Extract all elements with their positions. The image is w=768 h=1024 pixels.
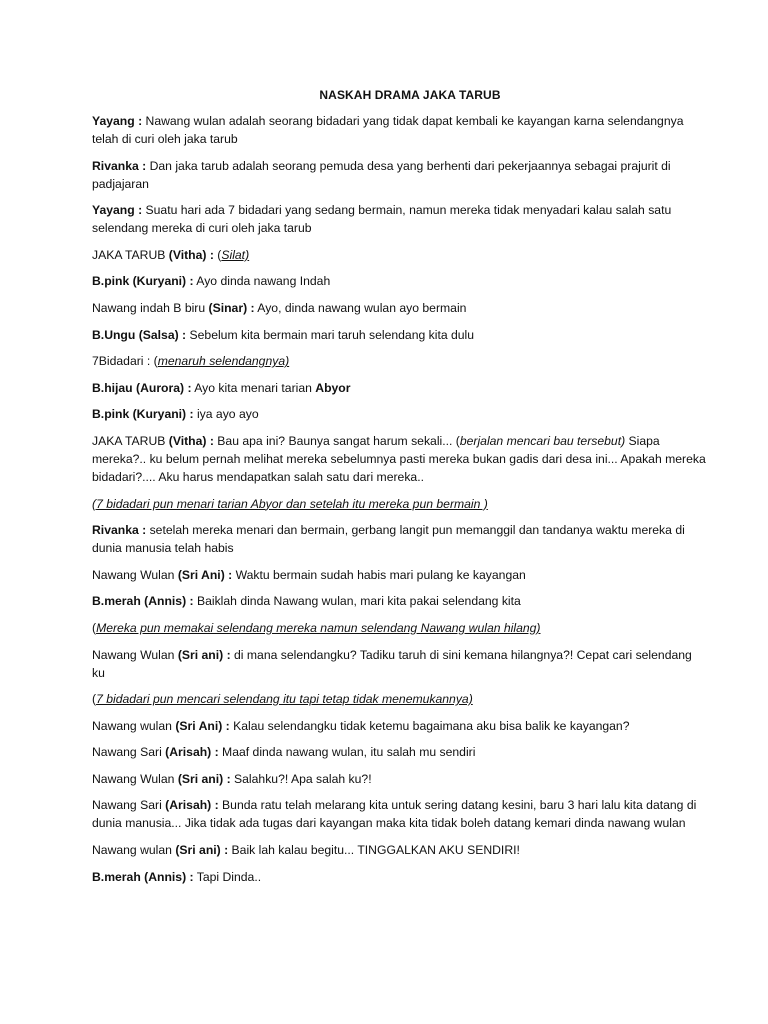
line-text: (: [92, 496, 97, 511]
line-text: (: [153, 354, 158, 369]
speaker-label: (Vitha) :: [168, 433, 214, 448]
speaker-label: (Sri ani) :: [175, 843, 229, 858]
dialogue-line: [92, 157, 708, 193]
speaker-label: (Sri Ani) :: [175, 718, 230, 733]
line-prefix: Nawang wulan: [92, 843, 176, 858]
speaker-label: Rivanka :: [92, 158, 147, 173]
speaker-label: B.hijau (Aurora) :: [92, 380, 192, 395]
stage-direction-line: [92, 495, 708, 513]
dialogue-line: [92, 432, 708, 486]
line-prefix: Nawang wulan: [92, 718, 176, 733]
speaker-label: (Arisah) :: [165, 798, 219, 813]
speaker-label: Yayang :: [92, 114, 143, 128]
line-text: Tapi Dinda..: [193, 869, 262, 884]
stage-direction: Silat): [221, 247, 250, 262]
dialogue-line: [92, 201, 708, 237]
line-text: Dan jaka tarub adalah seorang pemuda desa yang berhenti dari pekerjaannya sebagai prajurit di padjajaran: [92, 158, 671, 191]
line-text: Waktu bermain sudah habis mari pulang ke kayangan: [232, 567, 526, 582]
line-prefix: Nawang Sari: [92, 798, 166, 813]
speaker-label: B.pink (Kuryani) :: [92, 407, 194, 422]
dialogue-line: [92, 592, 708, 610]
speaker-label: B.pink (Kuryani) :: [92, 274, 194, 289]
speaker-label: (Sinar) :: [208, 300, 255, 315]
line-prefix: Nawang Wulan: [92, 771, 178, 786]
dialogue-line: [92, 379, 708, 397]
speaker-label: B.merah (Annis) :: [92, 869, 194, 884]
dialogue-line: [92, 272, 708, 290]
line-text: Ayo dinda nawang Indah: [193, 274, 331, 289]
dialogue-line: [92, 326, 708, 344]
dialogue-line: [92, 841, 708, 859]
page-title: NASKAH DRAMA JAKA TARUB: [319, 88, 501, 102]
dialogue-line: [92, 646, 708, 682]
line-text: Ayo, dinda nawang wulan ayo bermain: [254, 300, 467, 315]
line-prefix: JAKA TARUB: [92, 247, 169, 262]
dialogue-line: [92, 521, 708, 557]
stage-direction-line: [92, 619, 708, 637]
speaker-label: (Vitha) :: [168, 247, 214, 262]
stage-direction: 7 bidadari pun menari tarian Abyor dan setelah itu mereka pun bermain ): [96, 496, 488, 511]
line-prefix: Nawang indah B biru: [92, 300, 209, 315]
dialogue-line: [92, 299, 708, 317]
stage-direction: berjalan mencari bau tersebut): [459, 433, 626, 448]
speaker-label: Rivanka :: [92, 523, 147, 538]
line-text: Salahku?! Apa salah ku?!: [230, 771, 372, 786]
line-text: iya ayo ayo: [193, 407, 259, 422]
line-text-continued: Siapa mereka?.. ku belum pernah melihat mereka sebelumnya pasti mereka bukan gadis dari desa ini... Apakah mereka bidadari?.... Aku harus mendapatkan salah satu dari mereka..: [92, 433, 706, 484]
speaker-label: B.merah (Annis) :: [92, 594, 194, 609]
line-text: Baiklah dinda Nawang wulan, mari kita pakai selendang kita: [193, 594, 521, 609]
line-prefix: Nawang Sari: [92, 745, 166, 760]
line-prefix: 7Bidadari :: [92, 354, 154, 369]
line-prefix: Nawang Wulan: [92, 567, 178, 582]
dialogue-line: [92, 796, 708, 832]
line-prefix: Nawang Wulan: [92, 647, 178, 662]
line-prefix: JAKA TARUB: [92, 433, 169, 448]
line-text: (: [92, 692, 97, 707]
line-text: Bau apa ini? Baunya sangat harum sekali... (: [213, 433, 460, 448]
dialogue-line: [92, 246, 708, 264]
dialogue-line: [92, 566, 708, 584]
line-text: Baik lah kalau begitu... TINGGALKAN AKU SENDIRI!: [228, 843, 520, 858]
dialogue-line: [92, 112, 708, 148]
speaker-label: (Arisah) :: [165, 745, 219, 760]
speaker-label: B.Ungu (Salsa) :: [92, 327, 187, 342]
dialogue-line: [92, 352, 708, 370]
dialogue-line: [92, 770, 708, 788]
line-text: (: [213, 247, 222, 262]
speaker-label: (Sri ani) :: [177, 771, 231, 786]
speaker-label: (Sri ani) :: [177, 647, 231, 662]
dialogue-line: [92, 743, 708, 761]
line-text: Bunda ratu telah melarang kita untuk sering datang kesini, baru 3 hari lalu kita datang di dunia manusia... Jika tidak ada tugas dari kayangan maka kita tidak boleh datang kemari dinda nawang wulan: [92, 798, 697, 831]
dialogue-line: [92, 717, 708, 735]
speaker-label: Yayang :: [92, 203, 143, 218]
script-body: [92, 112, 708, 886]
speaker-label: (Sri Ani) :: [177, 567, 233, 582]
line-text: di mana selendangku? Tadiku taruh di sini kemana hilangnya?! Cepat cari selendang ku: [92, 647, 692, 680]
stage-direction: 7 bidadari pun mencari selendang itu tapi tetap tidak menemukannya): [96, 692, 473, 707]
line-text: Suatu hari ada 7 bidadari yang sedang bermain, namun mereka tidak menyadari kalau salah satu selendang mereka di curi oleh jaka tarub: [92, 203, 672, 236]
line-text: Maaf dinda nawang wulan, itu salah mu sendiri: [218, 745, 476, 760]
line-text: (: [92, 620, 97, 635]
stage-direction: Mereka pun memakai selendang mereka namun selendang Nawang wulan hilang): [96, 620, 541, 635]
stage-direction-line: [92, 690, 708, 708]
line-text: Kalau selendangku tidak ketemu bagaimana aku bisa balik ke kayangan?: [229, 718, 630, 733]
dialogue-line: [92, 868, 708, 886]
line-text: setelah mereka menari dan bermain, gerbang langit pun memanggil dan tandanya waktu mereka di dunia manusia telah habis: [92, 523, 685, 556]
line-emphasis: Abyor: [315, 380, 351, 395]
line-text: Nawang wulan adalah seorang bidadari yang tidak dapat kembali ke kayangan karna selendangnya telah di curi oleh jaka tarub: [92, 114, 684, 146]
stage-direction: menaruh selendangnya): [157, 354, 290, 369]
line-text: Sebelum kita bermain mari taruh selendang kita dulu: [186, 327, 475, 342]
line-text: Ayo kita menari tarian: [191, 380, 316, 395]
dialogue-line: [92, 405, 708, 423]
